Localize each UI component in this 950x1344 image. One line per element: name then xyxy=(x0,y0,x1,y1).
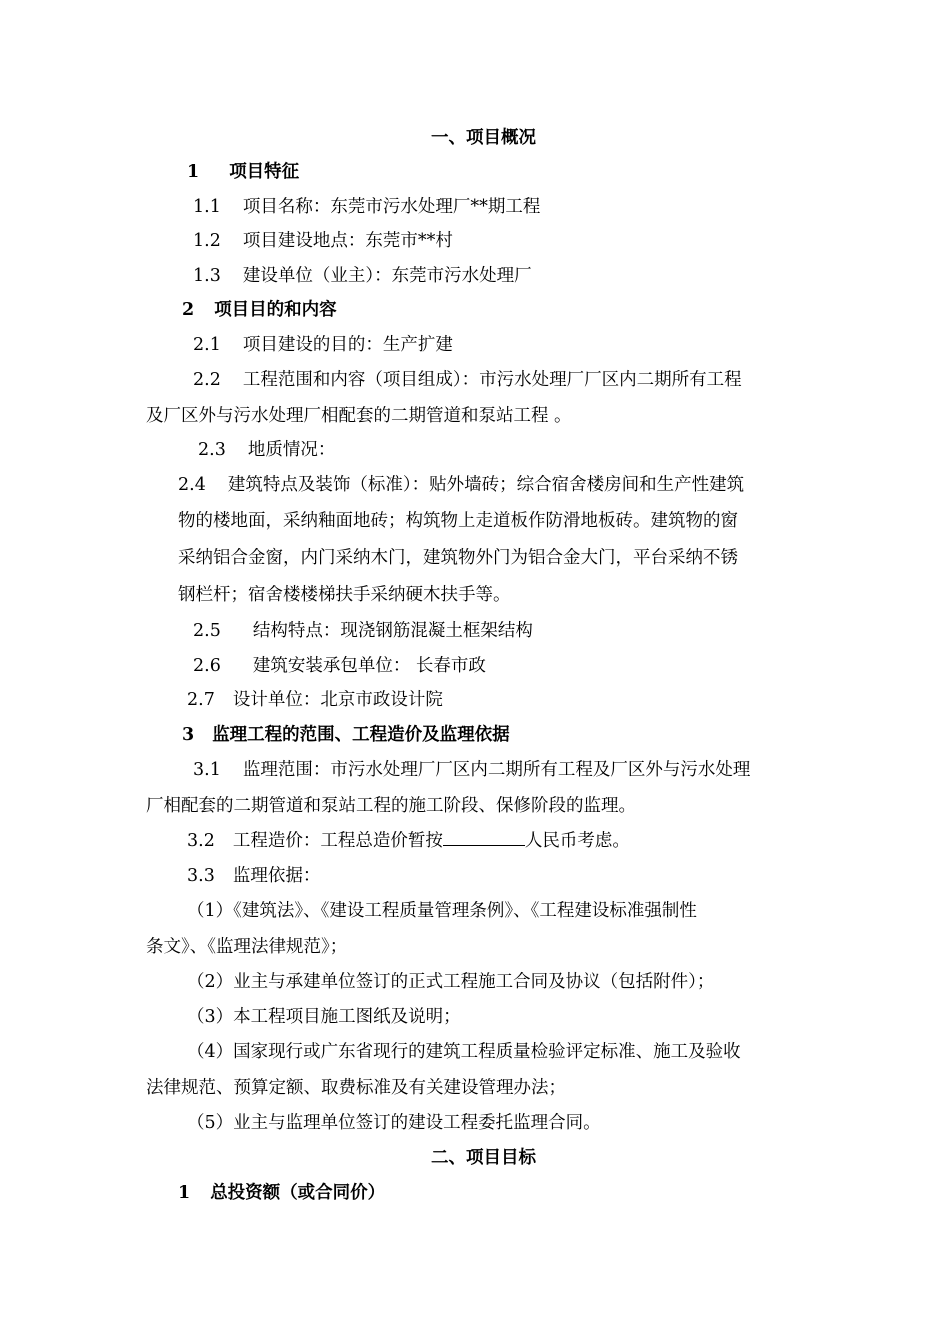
item-2-4-cont-2: 采纳铝合金窗，内门采纳木门，建筑物外门为铝合金大门，平台采纳不锈 xyxy=(178,548,738,568)
item-2-6: 2.6 建筑安装承包单位： 长春市政 xyxy=(193,656,486,676)
basis-item-5: （5）业主与监理单位签订的建设工程委托监理合同。 xyxy=(187,1113,601,1133)
basis-item-1: （1）《建筑法》、《建设工程质量管理条例》、《工程建设标准强制性 xyxy=(187,901,697,921)
item-3-3: 3.3 监理依据： xyxy=(187,866,321,886)
item-2-4-cont-1: 物的楼地面，采纳釉面地砖；构筑物上走道板作防滑地板砖。建筑物的窗 xyxy=(178,511,738,531)
heading-1 xyxy=(187,161,299,183)
basis-item-1-cont: 条文》、《监理法律规范》； xyxy=(146,937,348,957)
item-2-4-cont-3: 钢栏杆；宿舍楼楼梯扶手采纳硬木扶手等。 xyxy=(178,585,511,605)
item-2-1: 2.1 项目建设的目的：生产扩建 xyxy=(193,335,453,355)
item-3-2: 3.2 工程造价：工程总造价暂按 人民币考虑。 xyxy=(187,831,630,851)
item-2-7: 2.7 设计单位：北京市政设计院 xyxy=(187,690,443,710)
heading-number: 1 xyxy=(187,162,200,182)
item-3-1-cont: 厂相配套的二期管道和泵站工程的施工阶段、保修阶段的监理。 xyxy=(146,796,636,816)
basis-item-2: （2）业主与承建单位签订的正式工程施工合同及协议（包括附件）； xyxy=(187,972,715,992)
basis-item-3: （3）本工程项目施工图纸及说明； xyxy=(187,1007,461,1027)
section-title: 一、项目概况 xyxy=(431,128,536,148)
item-3-1: 3.1 监理范围：市污水处理厂厂区内二期所有工程及厂区外与污水处理 xyxy=(193,760,751,780)
item-1-2: 1.2 项目建设地点：东莞市**村 xyxy=(193,231,453,251)
section-2-heading-1: 1 总投资额（或合同价） xyxy=(178,1183,386,1203)
basis-item-4: （4）国家现行或广东省现行的建筑工程质量检验评定标准、施工及验收 xyxy=(187,1042,741,1062)
heading-3: 3 监理工程的范围、工程造价及监理依据 xyxy=(182,725,510,745)
heading-text: 项目特征 xyxy=(229,162,300,182)
heading-2: 2 项目目的和内容 xyxy=(182,300,337,320)
item-2-4: 2.4 建筑特点及装饰（标准）：贴外墙砖；综合宿舍楼房间和生产性建筑 xyxy=(178,475,745,495)
item-2-2-cont: 及厂区外与污水处理厂相配套的二期管道和泵站工程 。 xyxy=(146,406,572,426)
item-2-5: 2.5 结构特点：现浇钢筋混凝土框架结构 xyxy=(193,621,533,641)
cost-blank-line xyxy=(443,831,525,846)
basis-item-4-cont: 法律规范、预算定额、取费标准及有关建设管理办法； xyxy=(146,1078,566,1098)
item-2-3: 2.3 地质情况： xyxy=(198,440,336,460)
item-2-2: 2.2 工程范围和内容（项目组成）：市污水处理厂厂区内二期所有工程 xyxy=(193,370,742,390)
item-1-1: 1.1 项目名称：东莞市污水处理厂**期工程 xyxy=(193,197,541,217)
section-2-title: 二、项目目标 xyxy=(431,1148,536,1168)
item-1-3: 1.3 建设单位（业主）：东莞市污水处理厂 xyxy=(193,266,532,286)
